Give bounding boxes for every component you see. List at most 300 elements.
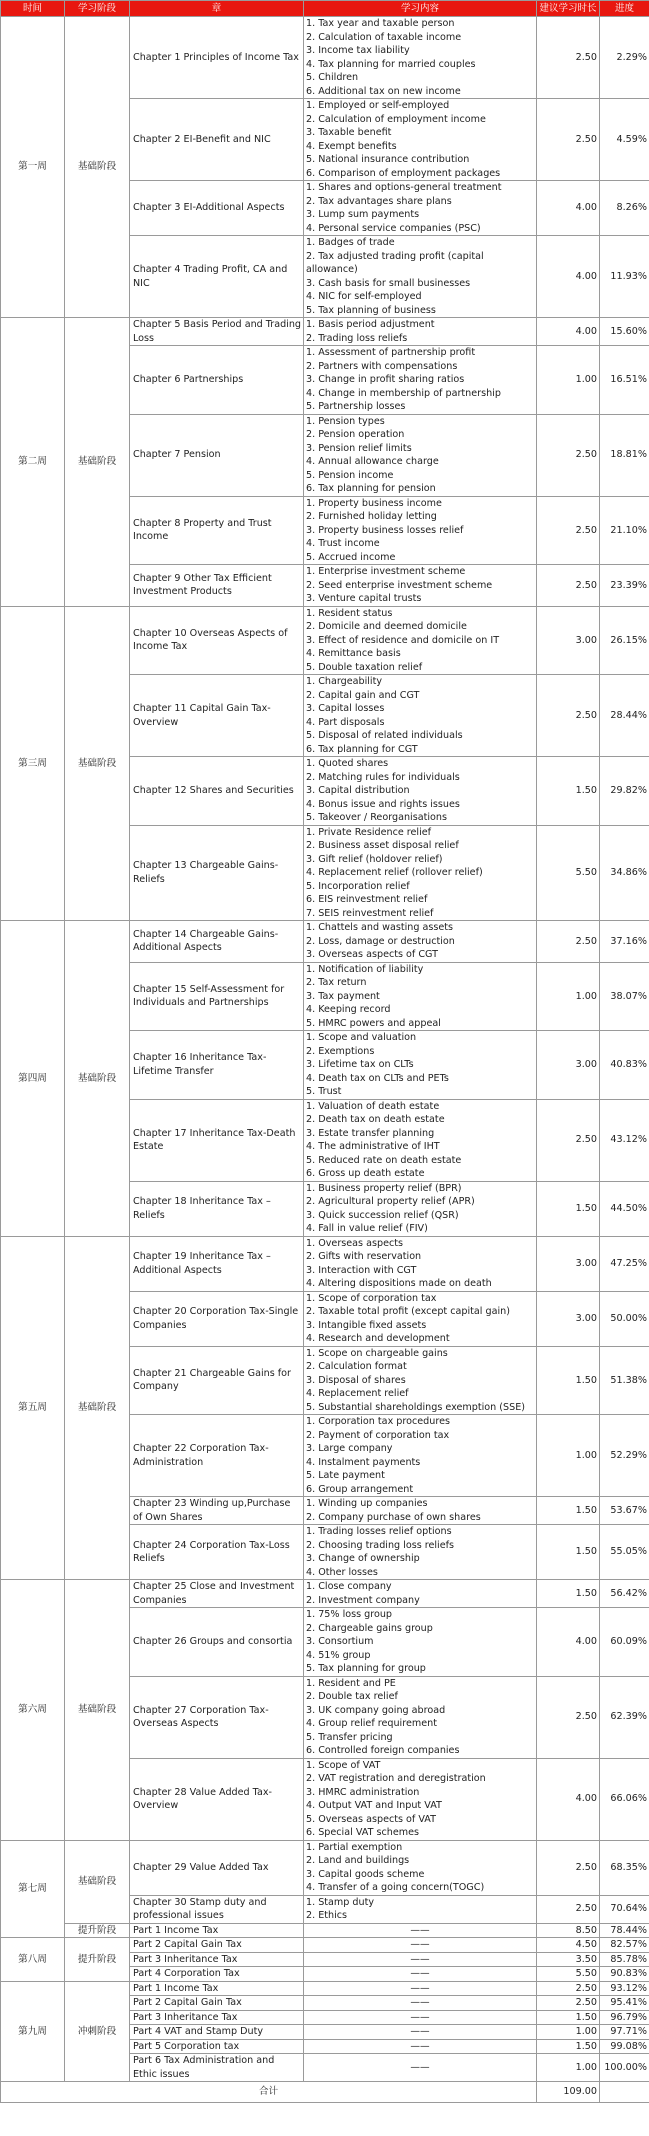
- content-line: 1. Close company: [306, 1581, 392, 1592]
- chapter-cell: Chapter 28 Value Added Tax-Overview: [130, 1758, 304, 1840]
- content-line: 3. Consortium: [306, 1636, 374, 1647]
- content-line: 3. Lump sum payments: [306, 209, 420, 220]
- chapter-cell: Chapter 18 Inheritance Tax – Reliefs: [130, 1181, 304, 1236]
- progress-cell: 8.26%: [600, 181, 649, 236]
- content-cell: [304, 181, 537, 236]
- content-cell: [304, 921, 537, 963]
- content-cell: [304, 318, 537, 346]
- hours-cell: 2.50: [537, 17, 600, 99]
- hours-cell: 1.00: [537, 2054, 600, 2082]
- hours-cell: 4.00: [537, 236, 600, 318]
- chapter-cell: Chapter 8 Property and Trust Income: [130, 496, 304, 565]
- chapter-cell: Part 3 Inheritance Tax: [130, 1952, 304, 1967]
- progress-cell: 68.35%: [600, 1840, 649, 1895]
- hours-cell: 2.50: [537, 1981, 600, 1996]
- content-line: 4. Change in membership of partnership: [306, 387, 501, 399]
- content-line: 2. Matching rules for individuals: [306, 771, 460, 783]
- content-line: 2. Choosing trading loss reliefs: [306, 1539, 454, 1551]
- progress-cell: 78.44%: [600, 1923, 649, 1938]
- content-line: 4. Death tax on CLTs and PETs: [306, 1072, 449, 1084]
- progress-cell: 52.29%: [600, 1415, 649, 1497]
- hours-cell: 2.50: [537, 1996, 600, 2011]
- content-line: 1. Private Residence relief: [306, 826, 432, 838]
- chapter-cell: Chapter 7 Pension: [130, 414, 304, 496]
- chapter-cell: Chapter 20 Corporation Tax-Single Companies: [130, 1291, 304, 1346]
- content-line: 2. Tax return: [306, 977, 367, 988]
- content-line: 3. Cash basis for small businesses: [306, 277, 471, 289]
- content-line: 6. Gross up death estate: [306, 1168, 425, 1179]
- total-progress: [600, 2082, 649, 2103]
- progress-cell: 43.12%: [600, 1099, 649, 1181]
- content-line: 5. National insurance contribution: [306, 154, 470, 165]
- content-line: 4. Remittance basis: [306, 648, 401, 659]
- content-line: 5. Incorporation relief: [306, 880, 410, 892]
- week-cell: 第五周: [1, 1236, 65, 1580]
- hours-cell: 1.50: [537, 1346, 600, 1415]
- content-line: 1. Winding up companies: [306, 1498, 428, 1509]
- content-cell: [304, 99, 537, 181]
- content-line: 4. The administrative of IHT: [306, 1141, 440, 1152]
- content-line: 5. Trust: [306, 1086, 342, 1097]
- content-line: 2. Investment company: [306, 1594, 420, 1606]
- content-line: 6. Group arrangement: [306, 1483, 414, 1495]
- hours-cell: 1.00: [537, 346, 600, 415]
- chapter-cell: Chapter 19 Inheritance Tax –Additional Aspects: [130, 1236, 304, 1291]
- content-line: 1. Tax year and taxable person: [306, 18, 455, 29]
- chapter-cell: Chapter 12 Shares and Securities: [130, 757, 304, 826]
- phase-cell: 基础阶段: [65, 17, 130, 318]
- content-line: 1. Trading losses relief options: [306, 1526, 452, 1537]
- chapter-cell: Chapter 27 Corporation Tax-Overseas Aspects: [130, 1676, 304, 1758]
- content-line: 1. Chattels and wasting assets: [306, 922, 454, 933]
- chapter-cell: Part 2 Capital Gain Tax: [130, 1938, 304, 1953]
- table-row: [1, 921, 649, 963]
- hours-cell: 2.50: [537, 1840, 600, 1895]
- content-line: ——: [410, 1982, 430, 1994]
- content-cell: [304, 757, 537, 826]
- content-line: 3. Interaction with CGT: [306, 1264, 417, 1276]
- phase-cell: 基础阶段: [65, 1236, 130, 1580]
- progress-cell: 18.81%: [600, 414, 649, 496]
- content-line: 2. Calculation format: [306, 1361, 407, 1372]
- content-cell: [304, 1099, 537, 1181]
- progress-cell: 16.51%: [600, 346, 649, 415]
- chapter-cell: Part 4 Corporation Tax: [130, 1967, 304, 1982]
- chapter-cell: Chapter 24 Corporation Tax-Loss Reliefs: [130, 1525, 304, 1580]
- hours-cell: 1.50: [537, 2039, 600, 2054]
- hours-cell: 3.00: [537, 1291, 600, 1346]
- content-line: ——: [410, 1953, 430, 1965]
- content-line: 3. Overseas aspects of CGT: [306, 949, 439, 960]
- header-week: 时间: [1, 1, 65, 17]
- progress-cell: 97.71%: [600, 2025, 649, 2040]
- hours-cell: 3.00: [537, 1031, 600, 1100]
- content-line: 5. Partnership losses: [306, 401, 406, 412]
- content-line: 3. Gift relief (holdover relief): [306, 853, 443, 865]
- phase-cell: 基础阶段: [65, 606, 130, 921]
- chapter-cell: Chapter 1 Principles of Income Tax: [130, 17, 304, 99]
- content-cell: [304, 1497, 537, 1525]
- week-cell: 第一周: [1, 17, 65, 318]
- phase-cell: 冲刺阶段: [65, 1981, 130, 2082]
- table-row: [1, 17, 649, 99]
- content-line: ——: [410, 1968, 430, 1979]
- progress-cell: 100.00%: [600, 2054, 649, 2082]
- content-line: 3. Taxable benefit: [306, 127, 392, 138]
- chapter-cell: Chapter 17 Inheritance Tax-Death Estate: [130, 1099, 304, 1181]
- hours-cell: 1.00: [537, 1415, 600, 1497]
- content-line: 4. Instalment payments: [306, 1456, 421, 1468]
- content-line: 7. SEIS reinvestment relief: [306, 907, 434, 919]
- week-cell: 第九周: [1, 1981, 65, 2082]
- content-cell: [304, 962, 537, 1031]
- table-row: [1, 1923, 649, 1938]
- progress-cell: 62.39%: [600, 1676, 649, 1758]
- phase-cell: 基础阶段: [65, 318, 130, 607]
- content-line: 3. Pension relief limits: [306, 442, 412, 454]
- hours-cell: 2.50: [537, 1676, 600, 1758]
- progress-cell: 99.08%: [600, 2039, 649, 2054]
- hours-cell: 2.50: [537, 921, 600, 963]
- progress-cell: 95.41%: [600, 1996, 649, 2011]
- progress-cell: 28.44%: [600, 675, 649, 757]
- chapter-cell: Part 4 VAT and Stamp Duty: [130, 2025, 304, 2040]
- hours-cell: 1.50: [537, 1525, 600, 1580]
- hours-cell: 2.50: [537, 99, 600, 181]
- progress-cell: 34.86%: [600, 825, 649, 921]
- progress-cell: 50.00%: [600, 1291, 649, 1346]
- content-cell: [304, 2039, 537, 2054]
- chapter-cell: Chapter 25 Close and Investment Companies: [130, 1580, 304, 1608]
- progress-cell: 60.09%: [600, 1608, 649, 1677]
- content-line: 2. Taxable total profit (except capital gain): [306, 1306, 510, 1317]
- content-line: 3. Disposal of shares: [306, 1374, 406, 1386]
- table-row: [1, 1580, 649, 1608]
- content-line: 5. Children: [306, 72, 359, 83]
- content-line: 3. Quick succession relief (QSR): [306, 1209, 459, 1221]
- content-line: 6. Controlled foreign companies: [306, 1745, 460, 1756]
- progress-cell: 93.12%: [600, 1981, 649, 1996]
- content-line: 4. NIC for self-employed: [306, 291, 422, 302]
- content-cell: [304, 1031, 537, 1100]
- week-cell: 第二周: [1, 318, 65, 607]
- content-line: 3. Income tax liability: [306, 45, 410, 56]
- content-line: 5. Substantial shareholdings exemption (SSE): [306, 1401, 525, 1413]
- plan-body: [1, 17, 649, 2082]
- hours-cell: 4.00: [537, 181, 600, 236]
- content-cell: [304, 1758, 537, 1840]
- progress-cell: 85.78%: [600, 1952, 649, 1967]
- chapter-cell: Chapter 10 Overseas Aspects of Income Tax: [130, 606, 304, 675]
- content-cell: [304, 1580, 537, 1608]
- week-cell: 第八周: [1, 1938, 65, 1982]
- content-line: 3. Capital losses: [306, 703, 385, 714]
- content-line: 4. Transfer of a going concern(TOGC): [306, 1882, 485, 1893]
- progress-cell: 44.50%: [600, 1181, 649, 1236]
- content-cell: [304, 414, 537, 496]
- hours-cell: 3.00: [537, 606, 600, 675]
- content-line: 2. Calculation of taxable income: [306, 31, 462, 43]
- content-line: 4. Replacement relief (rollover relief): [306, 867, 483, 878]
- chapter-cell: Part 5 Corporation tax: [130, 2039, 304, 2054]
- progress-cell: 2.29%: [600, 17, 649, 99]
- content-line: 4. Altering dispositions made on death: [306, 1278, 492, 1289]
- hours-cell: 4.00: [537, 1608, 600, 1677]
- total-hours: 109.00: [537, 2082, 600, 2103]
- hours-cell: 5.50: [537, 1967, 600, 1982]
- content-cell: [304, 346, 537, 415]
- content-line: 1. Valuation of death estate: [306, 1100, 440, 1112]
- content-line: 2. Loss, damage or destruction: [306, 935, 455, 947]
- content-line: ——: [410, 2011, 430, 2023]
- content-line: 3. HMRC administration: [306, 1786, 420, 1798]
- content-line: 5. Tax planning for group: [306, 1663, 426, 1674]
- content-line: 2. Trading loss reliefs: [306, 332, 408, 344]
- hours-cell: 2.50: [537, 565, 600, 607]
- content-line: 1. Scope and valuation: [306, 1032, 417, 1043]
- hours-cell: 1.50: [537, 1181, 600, 1236]
- chapter-cell: Part 1 Income Tax: [130, 1923, 304, 1938]
- content-line: 3. Tax payment: [306, 990, 380, 1002]
- content-line: 4. Personal service companies (PSC): [306, 222, 481, 234]
- content-line: 1. Quoted shares: [306, 758, 389, 769]
- chapter-cell: Part 1 Income Tax: [130, 1981, 304, 1996]
- content-line: 3. Change of ownership: [306, 1553, 420, 1564]
- content-line: 1. Scope of corporation tax: [306, 1292, 437, 1304]
- progress-cell: 51.38%: [600, 1346, 649, 1415]
- chapter-cell: Chapter 21 Chargeable Gains for Company: [130, 1346, 304, 1415]
- content-cell: [304, 1415, 537, 1497]
- content-line: 6. Additional tax on new income: [306, 85, 461, 97]
- content-cell: [304, 1840, 537, 1895]
- progress-cell: 4.59%: [600, 99, 649, 181]
- content-line: ——: [410, 1997, 430, 2008]
- content-line: 1. Enterprise investment scheme: [306, 566, 466, 577]
- content-line: 2. Domicile and deemed domicile: [306, 621, 467, 632]
- chapter-cell: Part 2 Capital Gain Tax: [130, 1996, 304, 2011]
- content-cell: [304, 1981, 537, 1996]
- progress-cell: 11.93%: [600, 236, 649, 318]
- content-cell: [304, 17, 537, 99]
- content-line: 5. Tax planning of business: [306, 304, 436, 316]
- content-line: ——: [410, 1939, 430, 1950]
- content-line: 4. Output VAT and Input VAT: [306, 1800, 442, 1811]
- hours-cell: 2.50: [537, 1895, 600, 1923]
- content-line: 1. Resident status: [306, 607, 393, 619]
- content-line: 4. Part disposals: [306, 716, 385, 728]
- content-line: 4. Tax planning for married couples: [306, 58, 476, 70]
- chapter-cell: Chapter 26 Groups and consortia: [130, 1608, 304, 1677]
- content-line: 1. Shares and options-general treatment: [306, 182, 502, 193]
- content-line: 4. Replacement relief: [306, 1388, 409, 1399]
- phase-cell: 基础阶段: [65, 921, 130, 1237]
- content-line: 1. Business property relief (BPR): [306, 1182, 462, 1194]
- content-line: 5. Disposal of related individuals: [306, 730, 463, 741]
- content-line: 5. Late payment: [306, 1470, 385, 1481]
- content-line: 1. Assessment of partnership profit: [306, 347, 476, 358]
- content-line: 2. Exemptions: [306, 1045, 375, 1057]
- header-hours: 建议学习时长: [537, 1, 600, 17]
- content-line: 3. Lifetime tax on CLTs: [306, 1059, 414, 1070]
- content-cell: [304, 2025, 537, 2040]
- content-line: 2. Payment of corporation tax: [306, 1429, 450, 1441]
- progress-cell: 40.83%: [600, 1031, 649, 1100]
- content-line: 2. Land and buildings: [306, 1855, 410, 1866]
- hours-cell: 1.50: [537, 1497, 600, 1525]
- content-line: 1. Scope of VAT: [306, 1759, 381, 1771]
- content-cell: [304, 825, 537, 921]
- progress-cell: 82.57%: [600, 1938, 649, 1953]
- header-chapter: 章: [130, 1, 304, 17]
- table-row: [1, 318, 649, 346]
- content-cell: [304, 1525, 537, 1580]
- progress-cell: 66.06%: [600, 1758, 649, 1840]
- content-line: ——: [410, 2061, 430, 2073]
- phase-cell: 基础阶段: [65, 1580, 130, 1841]
- progress-cell: 53.67%: [600, 1497, 649, 1525]
- hours-cell: 2.50: [537, 414, 600, 496]
- content-line: 3. Venture capital trusts: [306, 593, 422, 604]
- content-cell: [304, 1967, 537, 1982]
- content-cell: [304, 1923, 537, 1938]
- hours-cell: 4.50: [537, 1938, 600, 1953]
- chapter-cell: Chapter 13 Chargeable Gains-Reliefs: [130, 825, 304, 921]
- chapter-cell: Chapter 22 Corporation Tax-Administration: [130, 1415, 304, 1497]
- content-line: 1. Property business income: [306, 497, 442, 509]
- content-cell: [304, 565, 537, 607]
- content-cell: [304, 1291, 537, 1346]
- content-line: 6. Tax planning for CGT: [306, 743, 418, 755]
- content-line: 4. 51% group: [306, 1649, 371, 1661]
- progress-cell: 29.82%: [600, 757, 649, 826]
- content-line: 3. Change in profit sharing ratios: [306, 374, 465, 385]
- content-line: 4. Other losses: [306, 1566, 378, 1578]
- content-line: 1. Corporation tax procedures: [306, 1416, 450, 1427]
- total-row: [1, 2082, 649, 2103]
- progress-cell: 70.64%: [600, 1895, 649, 1923]
- hours-cell: 1.00: [537, 962, 600, 1031]
- hours-cell: 1.00: [537, 2025, 600, 2040]
- content-cell: [304, 2010, 537, 2025]
- content-line: 2. Company purchase of own shares: [306, 1511, 481, 1523]
- table-row: [1, 606, 649, 675]
- total-label: 合计: [1, 2082, 537, 2103]
- header-row: [1, 1, 649, 17]
- content-line: 5. Accrued income: [306, 551, 396, 563]
- content-line: 1. Partial exemption: [306, 1841, 403, 1853]
- chapter-cell: Chapter 29 Value Added Tax: [130, 1840, 304, 1895]
- hours-cell: 3.00: [537, 1236, 600, 1291]
- chapter-cell: Chapter 9 Other Tax Efficient Investment Products: [130, 565, 304, 607]
- content-line: 1. Badges of trade: [306, 237, 395, 248]
- progress-cell: 96.79%: [600, 2010, 649, 2025]
- chapter-cell: Part 3 Inheritance Tax: [130, 2010, 304, 2025]
- week-cell: 第七周: [1, 1840, 65, 1938]
- content-line: 2. Chargeable gains group: [306, 1622, 433, 1634]
- hours-cell: 1.50: [537, 1580, 600, 1608]
- content-line: 2. Business asset disposal relief: [306, 840, 459, 851]
- content-line: ——: [410, 2026, 430, 2037]
- week-cell: 第四周: [1, 921, 65, 1237]
- hours-cell: 2.50: [537, 496, 600, 565]
- chapter-cell: Chapter 6 Partnerships: [130, 346, 304, 415]
- phase-cell: 提升阶段: [65, 1923, 130, 1938]
- progress-cell: 90.83%: [600, 1967, 649, 1982]
- progress-cell: 37.16%: [600, 921, 649, 963]
- progress-cell: 56.42%: [600, 1580, 649, 1608]
- hours-cell: 1.50: [537, 2010, 600, 2025]
- content-line: 4. Research and development: [306, 1333, 450, 1344]
- progress-cell: 38.07%: [600, 962, 649, 1031]
- progress-cell: 15.60%: [600, 318, 649, 346]
- content-line: 2. Death tax on death estate: [306, 1114, 445, 1125]
- content-line: 5. Transfer pricing: [306, 1731, 393, 1743]
- content-line: 5. Pension income: [306, 469, 394, 481]
- content-line: 2. Partners with compensations: [306, 360, 458, 372]
- chapter-cell: Chapter 4 Trading Profit, CA and NIC: [130, 236, 304, 318]
- hours-cell: 3.50: [537, 1952, 600, 1967]
- content-line: 1. Resident and PE: [306, 1677, 396, 1689]
- content-line: 3. Property business losses relief: [306, 524, 464, 536]
- content-line: 5. Overseas aspects of VAT: [306, 1813, 436, 1825]
- hours-cell: 2.50: [537, 675, 600, 757]
- content-line: 2. Furnished holiday letting: [306, 511, 437, 522]
- content-line: 1. Basis period adjustment: [306, 319, 435, 330]
- content-line: 2. Double tax relief: [306, 1691, 398, 1702]
- content-line: 3. UK company going abroad: [306, 1704, 446, 1716]
- content-line: 5. Double taxation relief: [306, 661, 423, 673]
- chapter-cell: Chapter 2 EI-Benefit and NIC: [130, 99, 304, 181]
- content-line: ——: [410, 1924, 430, 1936]
- hours-cell: 1.50: [537, 757, 600, 826]
- content-cell: [304, 1608, 537, 1677]
- content-cell: [304, 1676, 537, 1758]
- header-phase: 学习阶段: [65, 1, 130, 17]
- header-content: 学习内容: [304, 1, 537, 17]
- content-cell: [304, 1938, 537, 1953]
- content-line: 4. Group relief requirement: [306, 1718, 437, 1729]
- hours-cell: 4.00: [537, 1758, 600, 1840]
- content-line: 5. Reduced rate on death estate: [306, 1154, 462, 1166]
- phase-cell: 基础阶段: [65, 1840, 130, 1923]
- content-line: 5. HMRC powers and appeal: [306, 1017, 441, 1029]
- chapter-cell: Chapter 14 Chargeable Gains-Additional Aspects: [130, 921, 304, 963]
- content-cell: [304, 2054, 537, 2082]
- content-line: 4. Fall in value relief (FIV): [306, 1223, 428, 1234]
- progress-cell: 47.25%: [600, 1236, 649, 1291]
- content-line: 3. Capital goods scheme: [306, 1868, 425, 1880]
- content-line: 2. Agricultural property relief (APR): [306, 1196, 475, 1207]
- content-line: 2. Seed enterprise investment scheme: [306, 579, 493, 591]
- week-cell: 第三周: [1, 606, 65, 921]
- content-line: 2. Tax advantages share plans: [306, 195, 452, 207]
- content-line: 6. EIS reinvestment relief: [306, 894, 428, 905]
- hours-cell: 2.50: [537, 1099, 600, 1181]
- content-cell: [304, 606, 537, 675]
- content-line: 5. Takeover / Reorganisations: [306, 812, 447, 823]
- progress-cell: 55.05%: [600, 1525, 649, 1580]
- content-cell: [304, 496, 537, 565]
- content-cell: [304, 675, 537, 757]
- content-line: 2. VAT registration and deregistration: [306, 1773, 486, 1784]
- progress-cell: 26.15%: [600, 606, 649, 675]
- content-cell: [304, 236, 537, 318]
- chapter-cell: Part 6 Tax Administration and Ethic issues: [130, 2054, 304, 2082]
- content-line: 4. Annual allowance charge: [306, 456, 439, 467]
- content-line: 3. Capital distribution: [306, 785, 410, 796]
- content-line: 1. Notification of liability: [306, 963, 424, 975]
- content-line: 3. Effect of residence and domicile on IT: [306, 634, 500, 646]
